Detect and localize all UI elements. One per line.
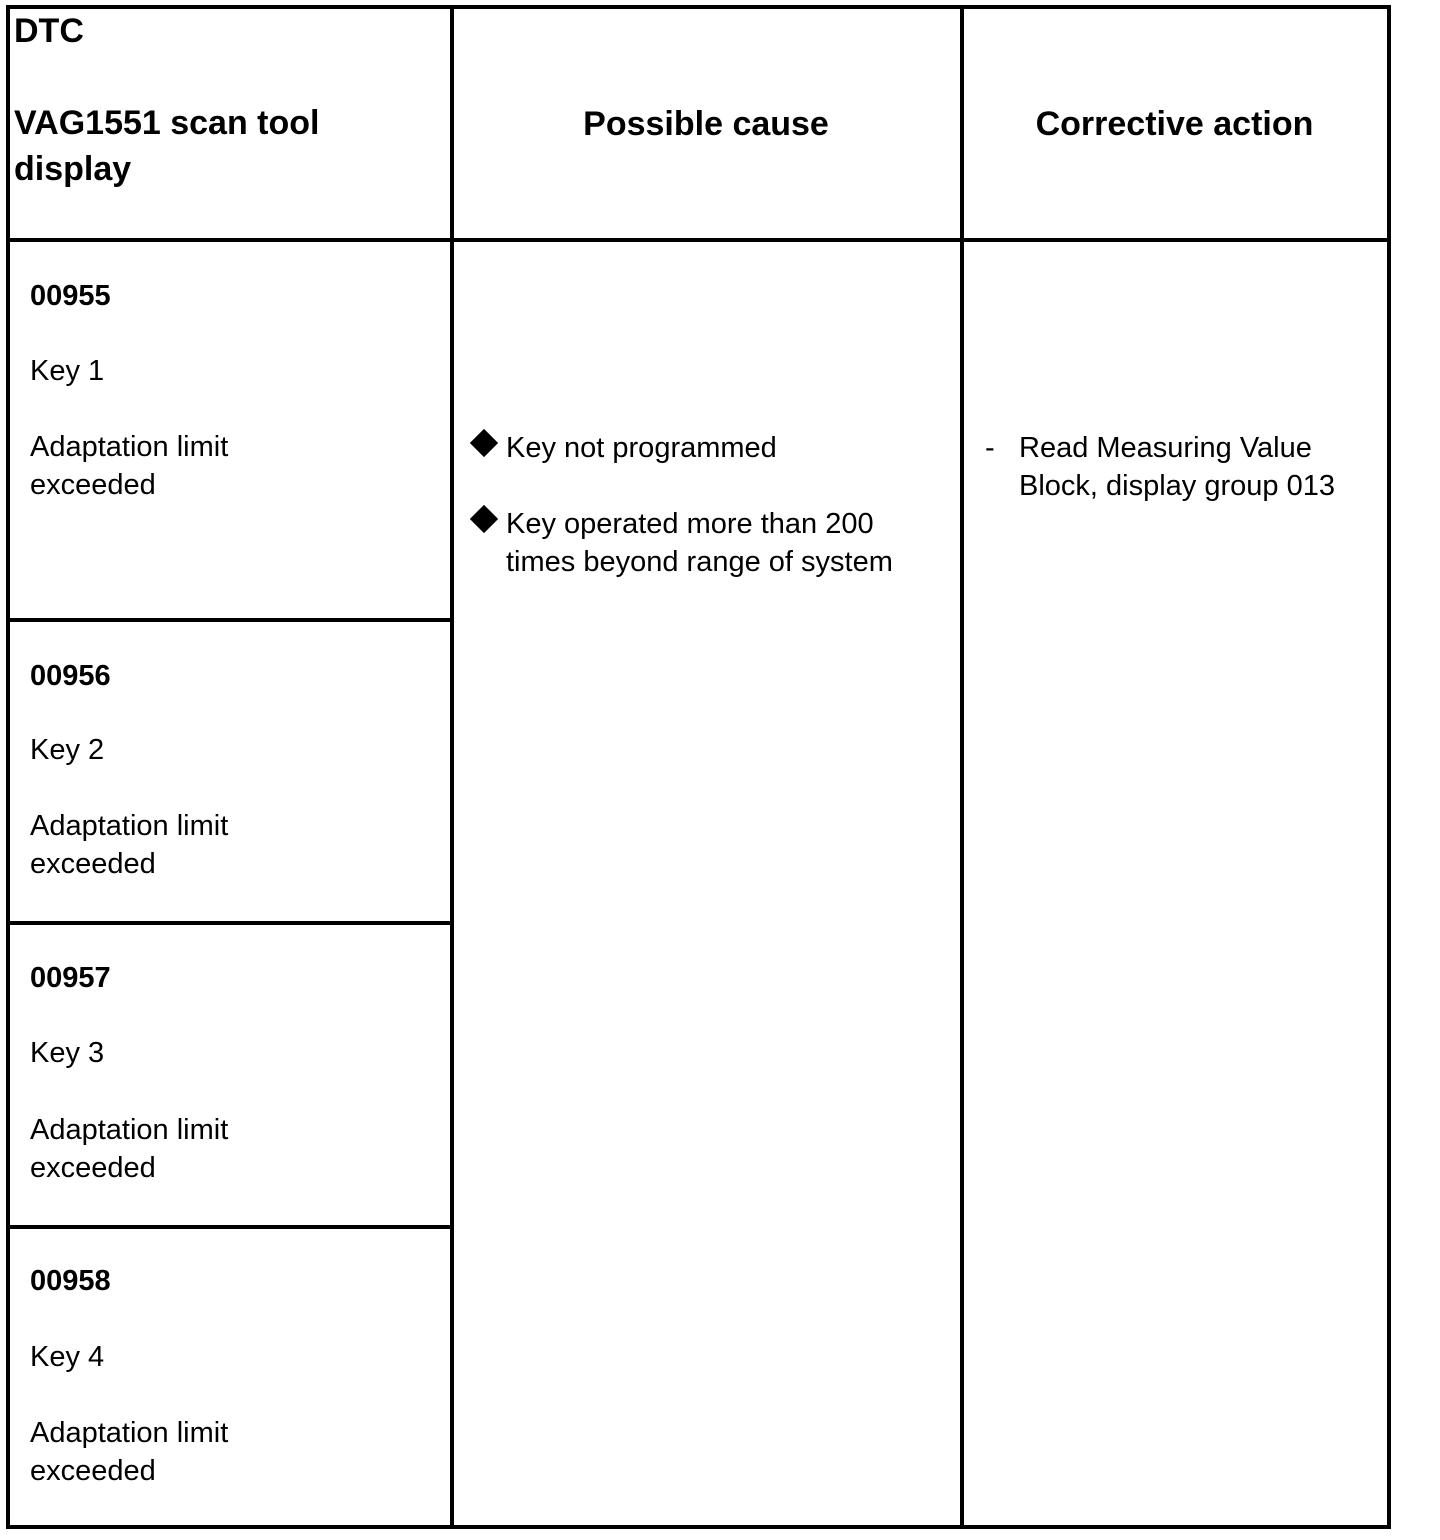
action-text: Read Measuring Value Block, display group 013 [1019, 432, 1335, 502]
dtc-key: Key 2 [30, 734, 105, 766]
row-divider [10, 618, 450, 622]
dtc-table [6, 5, 1391, 1529]
dtc-code: 00958 [30, 1265, 111, 1297]
header-dtc-label: DTC [14, 12, 84, 50]
dtc-description: Adaptation limit exceeded [30, 1417, 229, 1487]
dtc-description: Adaptation limit exceeded [30, 431, 229, 501]
header-dtc [14, 8, 434, 192]
cause-text: Key not programmed [506, 432, 777, 464]
cause-text: Key operated more than 200 times beyond range of system [506, 508, 893, 578]
dtc-key: Key 3 [30, 1037, 105, 1069]
header-scan-tool-label: VAG1551 scan tool display [14, 104, 320, 188]
dtc-code: 00955 [30, 280, 111, 312]
dtc-key: Key 1 [30, 355, 105, 387]
column-divider [960, 9, 964, 1525]
row-divider [10, 1225, 450, 1229]
header-spacer [14, 54, 434, 100]
dtc-code: 00956 [30, 660, 111, 692]
dtc-description: Adaptation limit exceeded [30, 810, 229, 880]
dtc-key: Key 4 [30, 1341, 105, 1373]
header-divider [10, 238, 1387, 242]
dash-bullet: - [985, 432, 995, 464]
row-divider [10, 921, 450, 925]
dtc-description: Adaptation limit exceeded [30, 1114, 229, 1184]
header-corrective-action: Corrective action [1035, 105, 1314, 143]
column-divider [450, 9, 454, 1525]
dtc-code: 00957 [30, 962, 111, 994]
header-possible-cause: Possible cause [583, 105, 829, 143]
